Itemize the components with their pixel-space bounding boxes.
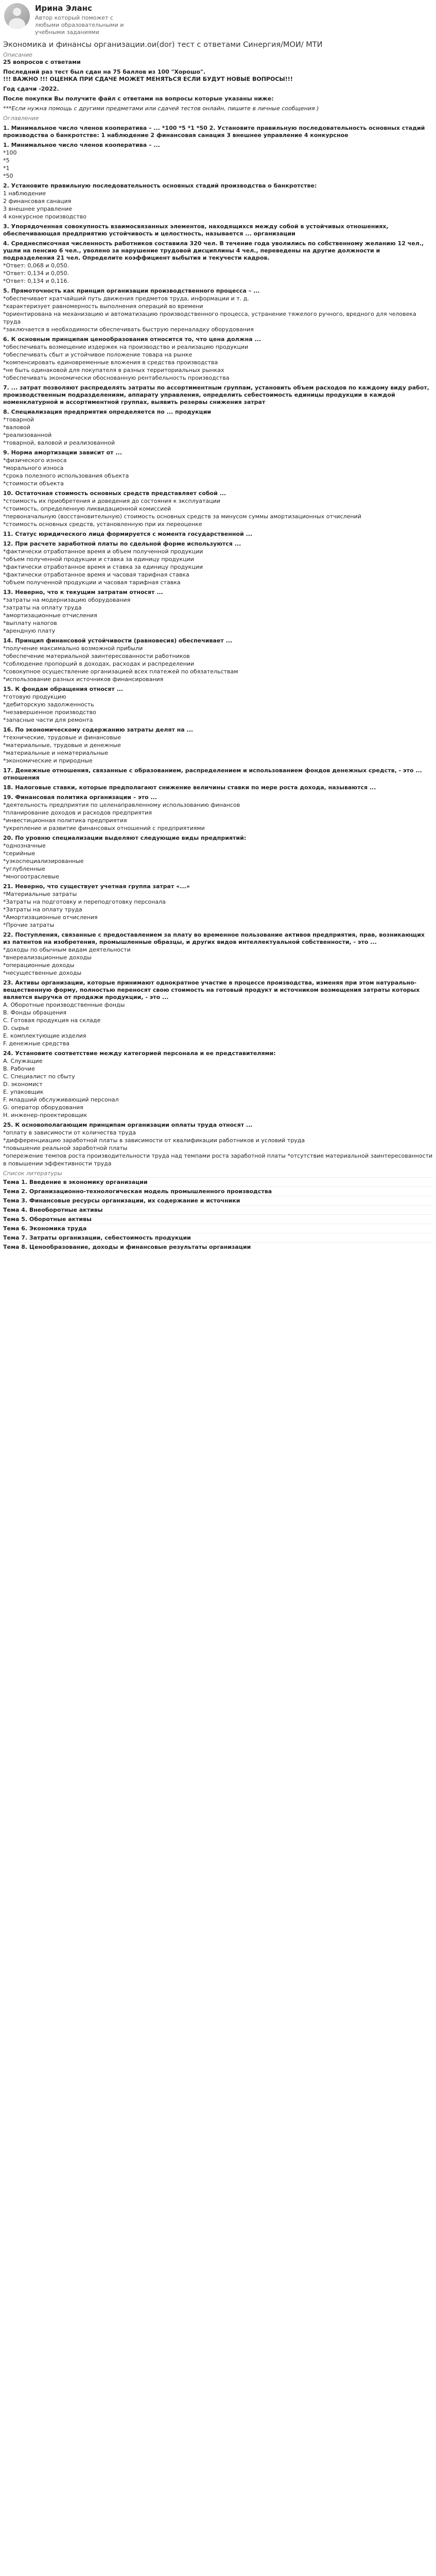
answer-option: А. Оборотные производственные фонды (3, 1002, 125, 1008)
question-item (3, 409, 433, 447)
answer-option: *дифференциацию заработной платы в зависимости от квалификации работников и условий труда (3, 1137, 305, 1144)
answer-option: D. экономист (3, 1081, 43, 1088)
question-text: 3. Упорядоченная совокупность взаимосвязанных элементов, находящихся между собой в устойчивых отношениях, обеспечивающая предприятию устойчивость и целостность, называется ... организации (3, 223, 389, 237)
answer-option: *обеспечивает кратчайший путь движения предметов труда, информации и т. д. (3, 295, 249, 302)
question-item (3, 767, 433, 782)
question-item (3, 336, 433, 382)
answer-option: *Ответ: 0,134 и 0,116. (3, 278, 69, 284)
answer-option: *объем полученной продукции и ставка за единицу продукции (3, 556, 194, 563)
answer-option: *операционные доходы (3, 962, 75, 969)
answer-option: *многоотраслевые (3, 873, 59, 880)
answer-option: *Затраты на подготовку и переподготовку персонала (3, 899, 166, 905)
answer-option: *амортизационные отчисления (3, 612, 97, 619)
question-text: 1. Минимальное число членов кооператива – ... *100 *5 *1 *50 2. Установите правильную последовательность основных стадий производства о банкротстве: 1 наблюдение 2 финансовая санация 3 внешнее управление 4 конкурсное (3, 125, 425, 139)
answer-option: *затраты на модернизацию оборудования (3, 597, 131, 603)
answer-option: *материальные, трудовые и денежные (3, 742, 121, 749)
answer-option: *получение максимально возможной прибыли (3, 645, 143, 652)
question-item (3, 384, 433, 406)
question-item (3, 883, 433, 929)
question-item (3, 490, 433, 528)
question-item (3, 979, 433, 1047)
question-text: 20. По уровню специализации выделяют следующие виды предприятий: (3, 835, 247, 841)
question-text: 21. Неверно, что существует учетная группа затрат «...» (3, 883, 190, 890)
answer-option: *заключается в необходимости обеспечивать быструю переналадку оборудования (3, 326, 254, 333)
contents-label: Оглавление (3, 115, 39, 122)
question-text: 16. По экономическому содержанию затраты делят на ... (3, 726, 194, 733)
question-item (3, 835, 433, 880)
question-item (3, 931, 433, 977)
question-item (3, 540, 433, 586)
question-text: 9. Норма амортизации зависит от ... (3, 449, 122, 456)
question-text: 7. ... затрат позволяют распределять затраты по ассортиментным группам, установить объем расходов по каждому виду работ, производственным подразделениям, аппарату управления, определить себестоимость единицы продукции в каждой номенклатурной и ассортиментной группах, выявить резервы снижения затрат (3, 384, 429, 405)
question-item (3, 784, 433, 791)
question-item (3, 1122, 433, 1167)
answer-option: *5 (3, 157, 10, 164)
question-item (3, 637, 433, 683)
answer-option: *экономические и природные (3, 757, 93, 764)
question-item (3, 1050, 433, 1119)
question-text: 22. Поступления, связанные с предоставлением за плату во временное пользование активов предприятия, прав, возникающих из патентов на изобретения, промышленные образцы, и других видов интеллектуальной собственности, - это ... (3, 931, 425, 945)
question-text: 14. Принцип финансовой устойчивости (равновесия) обеспечивает ... (3, 637, 233, 644)
answer-option: *стоимости объекта (3, 480, 64, 487)
answer-option: *опережение темпов роста производительности труда над темпами роста заработной платы *отсутствие материальной заинтересованности в повышении эффективности труда (3, 1153, 433, 1167)
answer-option: *Ответ: 0,134 и 0,050. (3, 270, 69, 277)
answer-option: *укрепление и развитие финансовых отношений с предприятиями (3, 825, 205, 832)
answer-option: *фактически отработанное время и часовая тарифная ставка (3, 571, 189, 578)
question-item (3, 125, 433, 139)
question-text: 25. К основополагающим принципам организации оплаты труда относят ... (3, 1122, 253, 1128)
question-item (3, 589, 433, 635)
answer-option: E. комплектующие изделия (3, 1032, 86, 1039)
question-item (3, 449, 433, 487)
answer-option: H. инженер-проектировщик (3, 1112, 88, 1118)
toc-item[interactable]: Тема 2. Организационно-технологическая модель промышленного производства (3, 1187, 433, 1196)
answer-option: *внереализационные доходы (3, 954, 92, 961)
answer-option: *товарной, валовой и реализованной (3, 439, 115, 446)
answer-option: *Затраты на оплату труда (3, 906, 82, 913)
answer-option: *Материальные затраты (3, 891, 77, 897)
answer-option: *объем полученной продукции и часовая тарифная ставка (3, 579, 181, 586)
answer-option: *1 (3, 165, 10, 172)
page (0, 0, 436, 1256)
answer-option: *инвестиционная политика предприятия (3, 817, 127, 824)
question-item (3, 794, 433, 832)
answer-option: *первоначальную (восстановительную) стоимость основных средств за минусом суммы амортизационных отчислений (3, 513, 361, 520)
intro-line: Последний раз тест был сдан на 75 баллов из 100 "Хорошо". (3, 69, 206, 75)
answer-option: *стоимость, определенную ликвидационной комиссией (3, 505, 171, 512)
question-text: 8. Специализация предприятия определяется по ... продукции (3, 409, 212, 415)
answer-option: *запасные части для ремонта (3, 717, 93, 723)
question-item (3, 223, 433, 238)
toc-item[interactable]: Тема 1. Введение в экономику организации (3, 1177, 433, 1187)
answer-option: *дебиторскую задолженность (3, 701, 94, 708)
answer-option: F. денежные средства (3, 1040, 70, 1047)
answer-option: *оплату в зависимости от количества труда (3, 1129, 136, 1136)
answer-option: F. младший обслуживающий персонал (3, 1096, 119, 1103)
answer-option: E. упаковщик (3, 1089, 44, 1095)
answer-option: *компенсировать единовременные вложения в средства производства (3, 359, 218, 366)
questions-list (3, 125, 433, 1167)
intro-block (3, 59, 433, 112)
answer-option: *характеризует равномерность выполнения операций во времени (3, 303, 203, 310)
answer-option: *товарной (3, 416, 34, 423)
intro-line: 25 вопросов с ответами (3, 59, 81, 65)
answer-option: *готовую продукцию (3, 693, 66, 700)
question-text: 15. К фондам обращения относят ... (3, 686, 124, 692)
answer-option: D. сырье (3, 1025, 29, 1031)
answer-option: *однозначные (3, 842, 46, 849)
toc-list (3, 1177, 433, 1251)
question-text: 17. Денежные отношения, связанные с образованием, распределением и использованием фондов денежных средств, - это ... отношения (3, 767, 422, 781)
answer-option: *валовой (3, 424, 30, 431)
toc-item[interactable]: Тема 3. Финансовые ресурсы организации, их содержание и источники (3, 1196, 433, 1205)
question-text: 6. К основным принципам ценообразования относится то, что цена должна ... (3, 336, 261, 343)
answer-option: *серийные (3, 850, 36, 857)
question-text: 2. Установите правильную последовательность основных стадий производства о банкротстве: (3, 182, 317, 189)
question-item (3, 182, 433, 221)
question-text: 23. Активы организации, которые принимают однократное участие в процессе производства, изменяя при этом натурально-вещественную форму, полностью переносят свою стоимость на готовый продукт и источником возмещения затраты которых является выручка от продажи продукции, - это ... (3, 979, 420, 1001)
answer-option: A. Служащие (3, 1058, 43, 1064)
answer-option: *обеспечивать экономически обоснованную рентабельность производства (3, 375, 230, 381)
question-text: 4. Среднесписочная численность работников составила 320 чел. В течение года уволились по собственному желанию 12 чел., ушли на пенсию 6 чел., уволено за нарушение трудовой дисциплины 4 чел., переведены на другие должности и подразделения 21 чел. Определите коэффициент выбытия и текучести кадров. (3, 240, 424, 261)
answer-option: *доходы по обычным видам деятельности (3, 946, 131, 953)
toc-item[interactable]: Тема 4. Внеоборотные активы (3, 1205, 433, 1214)
answer-option: *срока полезного использования объекта (3, 472, 129, 479)
toc-label: Список литературы (3, 1170, 62, 1177)
question-text: 13. Неверно, что к текущим затратам относят ... (3, 589, 163, 596)
answer-option: *обеспечивать возмещение издержек на производство и реализацию продукции (3, 344, 249, 350)
answer-option: *фактически отработанное время и объем полученной продукции (3, 548, 203, 555)
answer-option: *соблюдение пропорций в доходах, расходах и распределении (3, 660, 195, 667)
page-title: Экономика и финансы организации.ои(dor) тест с ответами Синергия/МОИ/ МТИ (3, 41, 323, 49)
answer-option: *стоимость их приобретения и доведения до состояния к эксплуатации (3, 498, 220, 504)
question-text: 1. Минимальное число членов кооператива – ... (3, 142, 160, 148)
question-item (3, 287, 433, 333)
question-text: 12. При расчете заработной платы по сдельной форме используются ... (3, 540, 241, 547)
answer-option: 2 финансовая санация (3, 198, 72, 205)
question-text: 19. Финансовая политика организации – это ... (3, 794, 157, 801)
answer-option: *арендную плату (3, 628, 56, 634)
answer-option: *100 (3, 149, 17, 156)
answer-option: *обеспечивать сбыт и устойчивое положение товара на рынке (3, 351, 193, 358)
answer-option: *реализованной (3, 432, 52, 438)
toc-item[interactable]: Тема 6. Экономика труда (3, 1224, 433, 1233)
answer-option: *совокупное осуществление организацией всех платежей по обязательствам (3, 668, 238, 675)
question-text: 11. Статус юридического лица формируется с момента государственной ... (3, 531, 253, 537)
answer-option: *использование разных источников финансирования (3, 676, 164, 683)
answer-option: *ориентирована на механизацию и автоматизацию производственного процесса, устранение тяжелого ручного, вредного для человека труда (3, 311, 416, 325)
answer-option: *технические, трудовые и финансовые (3, 734, 121, 741)
answer-option: *несущественные доходы (3, 970, 82, 976)
answer-option: *затраты на оплату труда (3, 604, 82, 611)
answer-option: *морального износа (3, 465, 64, 471)
answer-option: *стоимость основных средств, установленную при их переоценке (3, 521, 202, 528)
answer-option: *узкоспециализированные (3, 858, 84, 865)
intro-line: После покупки Вы получите файл с ответами на вопросы которые указаны ниже: (3, 95, 274, 102)
answer-option: B. Рабочие (3, 1065, 35, 1072)
answer-option: *физического износа (3, 457, 67, 464)
question-item (3, 726, 433, 765)
intro-line: Год сдачи -2022. (3, 86, 59, 92)
answer-option: *обеспечение материальной заинтересованности работников (3, 653, 190, 659)
answer-option: С. Готовая продукция на складе (3, 1017, 101, 1024)
question-item (3, 142, 433, 180)
answer-option: *не быть одинаковой для покупателя в разных территориальных рынках (3, 367, 224, 374)
answer-option: *50 (3, 173, 13, 179)
answer-option: C. Специалист по сбыту (3, 1073, 75, 1080)
answer-option: B. Фонды обращения (3, 1009, 67, 1016)
answer-option: *материальные и нематериальные (3, 750, 109, 756)
toc-item[interactable]: Тема 8. Ценообразование, доходы и финансовые результаты организации (3, 1242, 433, 1251)
answer-option: *выплату налогов (3, 620, 57, 626)
question-text: 5. Прямоточность как принцип организации производственного процесса – ... (3, 287, 260, 294)
author-description: Автор который поможет с любыми образовательными и учебными заданиями (35, 14, 124, 36)
toc-item[interactable]: Тема 7. Затраты организации, себестоимость продукции (3, 1233, 433, 1242)
answer-option: 4 конкурсное производство (3, 213, 86, 220)
answer-option: *повышение реальной заработной платы (3, 1145, 128, 1151)
answer-option: *незавершенное производство (3, 709, 96, 716)
answer-option: *Амортизационные отчисления (3, 914, 98, 921)
question-item (3, 531, 433, 538)
question-text: 24. Установите соответствие между категорией персонала и ее представителями: (3, 1050, 276, 1057)
answer-option: *Прочие затраты (3, 922, 55, 928)
answer-option: *фактически отработанное время и ставка за единицу продукции (3, 564, 203, 570)
question-text: 10. Остаточная стоимость основных средств представляет собой ... (3, 490, 226, 497)
answer-option: *углубленные (3, 866, 45, 872)
answer-option: 1 наблюдение (3, 190, 46, 197)
answer-option: *деятельность предприятия по целенаправленному использованию финансов (3, 802, 240, 808)
intro-line: !!! ВАЖНО !!! ОЦЕНКА ПРИ СДАЧЕ МОЖЕТ МЕНЯТЬСЯ ЕСЛИ БУДУТ НОВЫЕ ВОПРОСЫ!!! (3, 76, 293, 82)
toc-item[interactable]: Тема 5. Оборотные активы (3, 1214, 433, 1224)
avatar[interactable] (4, 3, 30, 29)
answer-option: G. оператор оборудования (3, 1104, 83, 1111)
question-item (3, 686, 433, 724)
author-info (35, 3, 133, 36)
answer-option: *планирование доходов и расходов предприятия (3, 809, 152, 816)
answer-option: *Ответ: 0,068 и 0,050. (3, 262, 69, 269)
intro-line: ***Если нужна помощь с другими предметами или сдачей тестов онлайн, пишите в личные сообщения ) (3, 105, 319, 112)
question-text: 18. Налоговые ставки, которые предполагают снижение величины ставки по мере роста дохода, называются ... (3, 784, 376, 791)
question-item (3, 240, 433, 285)
author-name[interactable]: Ирина Эланс (35, 4, 92, 13)
answer-option: 3 внешнее управление (3, 206, 73, 212)
description-label: Описание (3, 52, 32, 58)
author-card (3, 0, 433, 40)
